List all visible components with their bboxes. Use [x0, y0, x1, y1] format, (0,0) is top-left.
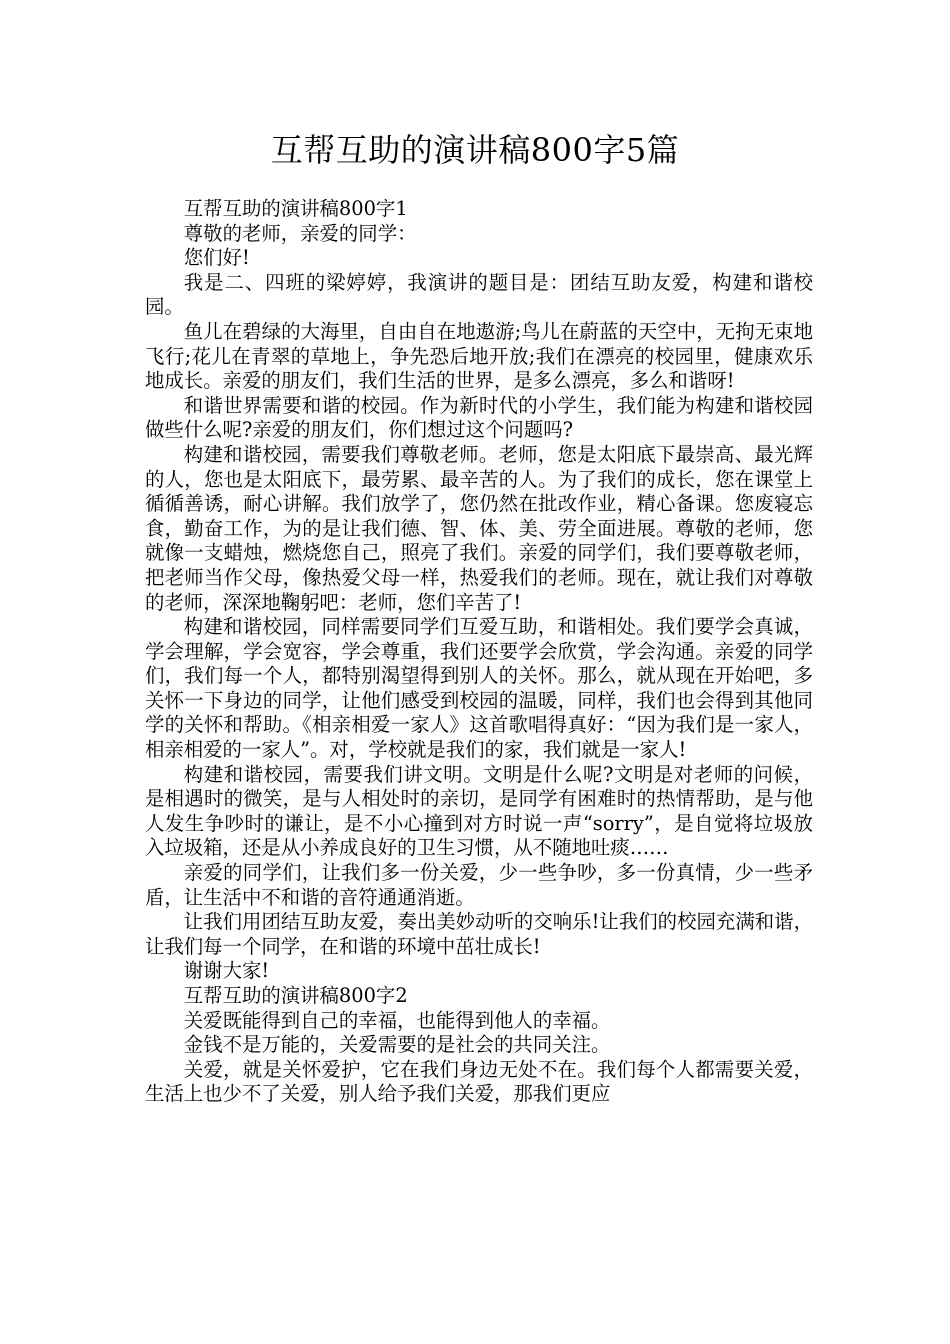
document-body [145, 197, 813, 1107]
paragraph-3: 您们好! [183, 246, 250, 270]
paragraph-9: 构建和谐校园，需要我们讲文明。文明是什么呢?文明是对老师的问候，是相遇时的微笑，是与人相处时的亲切，是同学有困难时的热情帮助，是与他人发生争吵时的谦让，是不小心撞到对方时说一声“sorry”，是自觉将垃圾放入垃圾箱，还是从小养成良好的卫生习惯，从不随地吐痰…… [145, 762, 813, 860]
paragraph-8: 构建和谐校园，同样需要同学们互爱互助，和谐相处。我们要学会真诚，学会理解，学会宽容，学会尊重，我们还要学会欣赏，学会沟通。亲爱的同学们，我们每一个人，都特别渴望得到别人的关怀。那么，就从现在开始吧，多关怀一下身边的同学，让他们感受到校园的温暖，同样，我们也会得到其他同学的关怀和帮助。《相亲相爱一家人》这首歌唱得真好：“因为我们是一家人，相亲相爱的一家人”。对，学校就是我们的家，我们就是一家人! [145, 615, 813, 762]
paragraph-11: 让我们用团结互助友爱，奏出美妙动听的交响乐!让我们的校园充满和谐，让我们每一个同学，在和谐的环境中茁壮成长! [145, 910, 813, 958]
document-title: 互帮互助的演讲稿800字5篇 [270, 131, 680, 169]
paragraph-14: 关爱既能得到自己的幸福，也能得到他人的幸福。 [183, 1008, 611, 1032]
paragraph-1: 互帮互助的演讲稿800字1 [183, 197, 408, 220]
paragraph-7: 构建和谐校园，需要我们尊敬老师。老师，您是太阳底下最崇高、最光辉的人，您也是太阳底下，最劳累、最辛苦的人。为了我们的成长，您在课堂上循循善诱，耐心讲解。我们放学了，您仍然在批改作业，精心备课。您废寝忘食，勤奋工作，为的是让我们德、智、体、美、劳全面进展。尊敬的老师，您就像一支蜡烛，燃烧您自己，照亮了我们。亲爱的同学们，我们要尊敬老师，把老师当作父母，像热爱父母一样，热爱我们的老师。现在，就让我们对尊敬的老师，深深地鞠躬吧：老师，您们辛苦了! [145, 442, 813, 614]
paragraph-15: 金钱不是万能的，关爱需要的是社会的共同关注。 [183, 1033, 611, 1057]
paragraph-16: 关爱，就是关怀爱护，它在我们身边无处不在。我们每个人都需要关爱，生活上也少不了关爱，别人给予我们关爱，那我们更应 [145, 1057, 813, 1106]
paragraph-5: 鱼儿在碧绿的大海里，自由自在地遨游;鸟儿在蔚蓝的天空中，无拘无束地飞行;花儿在青翠的草地上，争先恐后地开放;我们在漂亮的校园里，健康欢乐地成长。亲爱的朋友们，我们生活的世界，是多么漂亮，多么和谐呀! [145, 319, 813, 393]
paragraph-6: 和谐世界需要和谐的校园。作为新时代的小学生，我们能为构建和谐校园做些什么呢?亲爱的朋友们，你们想过这个问题吗? [145, 393, 813, 442]
paragraph-12: 谢谢大家! [183, 959, 270, 983]
paragraph-2: 尊敬的老师，亲爱的同学： [183, 221, 417, 245]
paragraph-13: 互帮互助的演讲稿800字2 [183, 984, 408, 1007]
paragraph-4: 我是二、四班的梁婷婷，我演讲的题目是：团结互助友爱，构建和谐校园。 [145, 270, 813, 319]
paragraph-10: 亲爱的同学们，让我们多一份关爱，少一些争吵，多一份真情，少一些矛盾，让生活中不和谐的音符通通消逝。 [145, 861, 813, 909]
